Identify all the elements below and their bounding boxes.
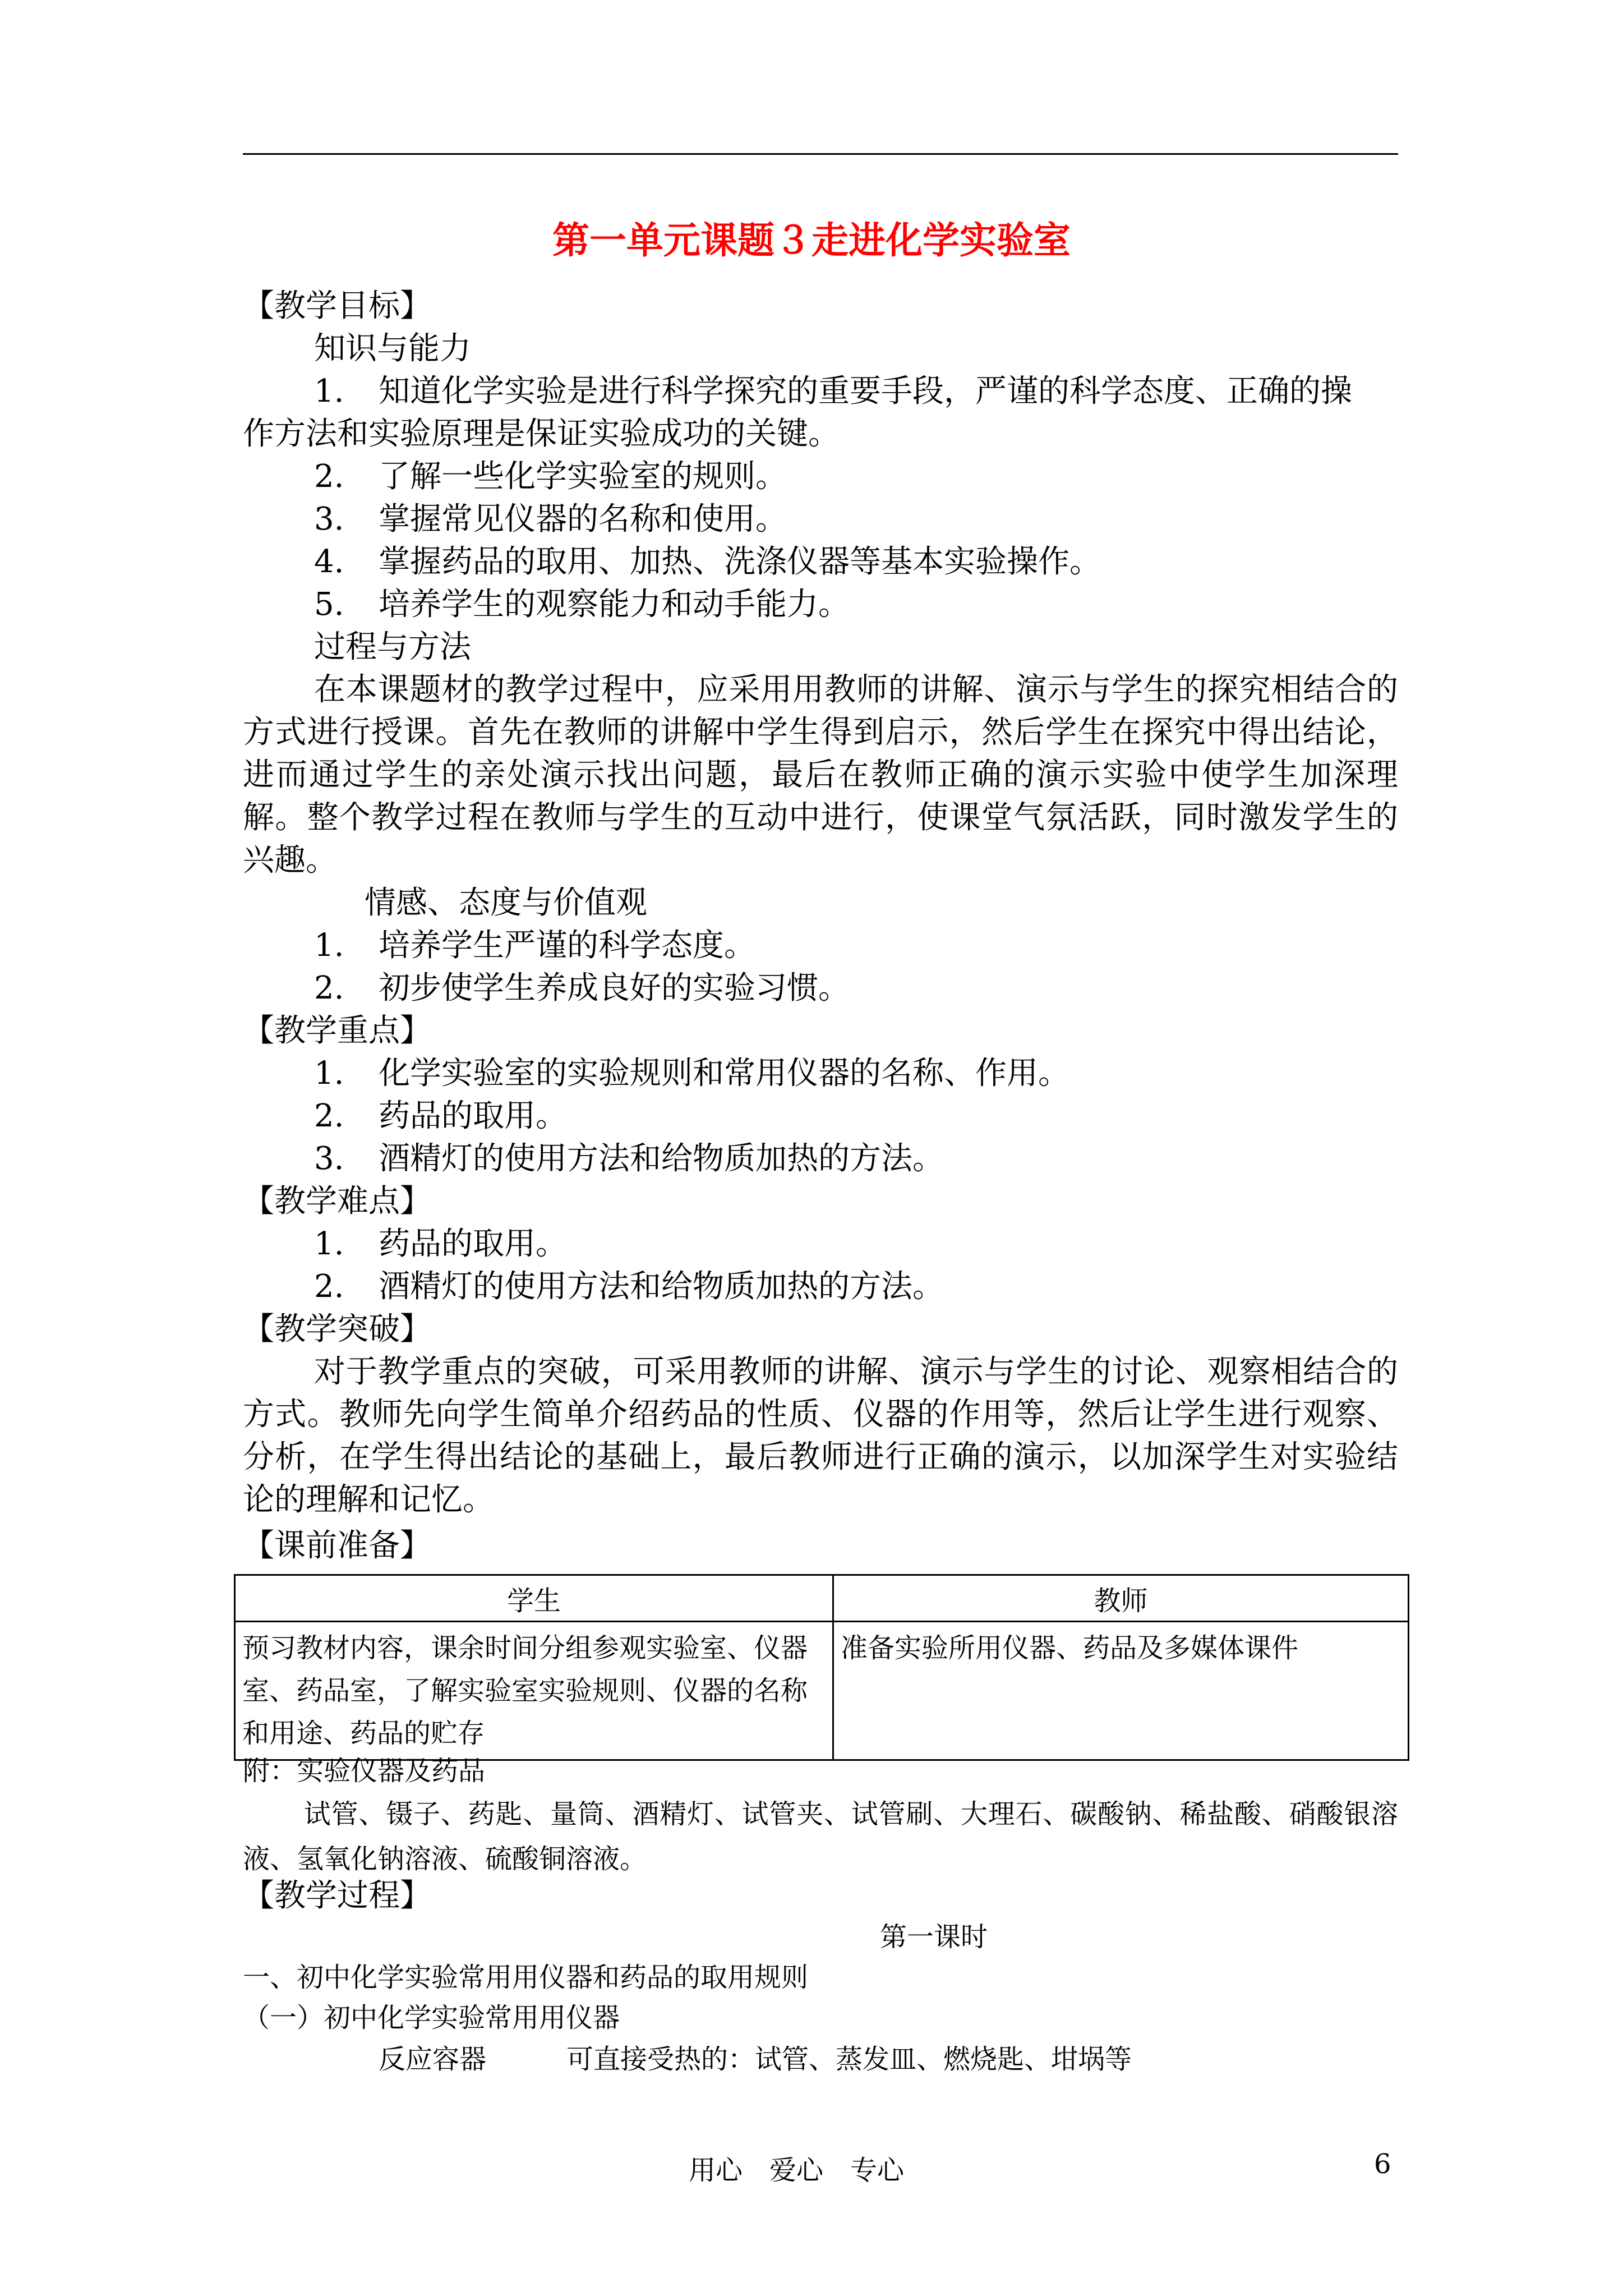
page-number: 6	[1374, 2148, 1391, 2180]
knowledge-item-3-text: 掌握常见仪器的名称和使用。	[379, 501, 787, 537]
key-point-1-text: 化学实验室的实验规则和常用仪器的名称、作用。	[379, 1055, 1069, 1092]
difficulty-1-num: 1.	[314, 1226, 344, 1262]
table-cell-student: 预习教材内容，课余时间分组参观实验室、仪器室、药品室，了解实验室实验规则、仪器的名称和用途、药品的贮存	[235, 1622, 833, 1760]
process-method-heading: 过程与方法	[314, 629, 471, 665]
breakthrough-text: 对于教学重点的突破，可采用教师的讲解、演示与学生的讨论、观察相结合的方式。教师先向学生简单介绍药品的性质、仪器的作用等，然后让学生进行观察、分析，在学生得出结论的基础上，最后教师进行正确的演示，以加深学生对实验结论的理解和记忆。	[243, 1354, 1398, 1518]
knowledge-item-1-text: 知道化学实验是进行科学探究的重要手段，严谨的科学态度、正确的操	[379, 373, 1352, 409]
key-point-2-text: 药品的取用。	[379, 1098, 567, 1134]
difficulties-heading: 【教学难点】	[243, 1183, 431, 1220]
table-row	[235, 1622, 1409, 1760]
reaction-vessel-label: 反应容器	[379, 2044, 487, 2075]
emotion-item-2-text: 初步使学生养成良好的实验习惯。	[379, 970, 850, 1006]
preparation-heading: 【课前准备】	[243, 1527, 431, 1564]
reaction-vessel-text: 可直接受热的：试管、蒸发皿、燃烧匙、坩埚等	[566, 2044, 1132, 2075]
knowledge-item-5-num: 5.	[314, 586, 344, 623]
table-cell-teacher: 准备实验所用仪器、药品及多媒体课件	[833, 1622, 1409, 1760]
knowledge-item-2-num: 2.	[314, 458, 344, 495]
difficulty-1-text: 药品的取用。	[379, 1226, 567, 1262]
emotion-item-2-num: 2.	[314, 970, 344, 1006]
footer-motto: 用心 爱心 专心	[689, 2155, 905, 2186]
knowledge-item-4-num: 4.	[314, 544, 344, 580]
emotion-heading: 情感、态度与价值观	[365, 885, 647, 921]
key-point-2-num: 2.	[314, 1098, 344, 1134]
knowledge-item-3-num: 3.	[314, 501, 344, 537]
section-1-heading: 一、初中化学实验常用用仪器和药品的取用规则	[243, 1962, 809, 1993]
emotion-item-1-text: 培养学生严谨的科学态度。	[379, 927, 755, 964]
appendix-text: 试管、镊子、药匙、量筒、酒精灯、试管夹、试管刷、大理石、碳酸钠、稀盐酸、硝酸银溶液、氢氧化钠溶液、硫酸铜溶液。	[243, 1798, 1398, 1875]
knowledge-item-4-text: 掌握药品的取用、加热、洗涤仪器等基本实验操作。	[379, 544, 1101, 580]
difficulty-2-num: 2.	[314, 1268, 344, 1305]
knowledge-item-2-text: 了解一些化学实验室的规则。	[379, 458, 787, 495]
difficulty-2-text: 酒精灯的使用方法和给物质加热的方法。	[379, 1268, 944, 1305]
table-header-student: 学生	[235, 1575, 833, 1622]
emotion-item-1-num: 1.	[314, 927, 344, 964]
preparation-table	[234, 1574, 1409, 1761]
knowledge-item-5-text: 培养学生的观察能力和动手能力。	[379, 586, 850, 623]
key-point-3-text: 酒精灯的使用方法和给物质加热的方法。	[379, 1140, 944, 1177]
knowledge-item-1-cont: 作方法和实验原理是保证实验成功的关键。	[243, 416, 840, 452]
appendix-label: 附：实验仪器及药品	[243, 1755, 486, 1787]
key-point-3-num: 3.	[314, 1140, 344, 1177]
table-header-teacher: 教师	[833, 1575, 1409, 1622]
breakthrough-heading: 【教学突破】	[243, 1311, 431, 1347]
process-method-text: 在本课题材的教学过程中，应采用用教师的讲解、演示与学生的探究相结合的方式进行授课。首先在教师的讲解中学生得到启示，然后学生在探究中得出结论，进而通过学生的亲处演示找出问题，最后在教师正确的演示实验中使学生加深理解。整个教学过程在教师与学生的互动中进行，使课堂气氛活跃，同时激发学生的兴趣。	[243, 671, 1398, 878]
objectives-heading: 【教学目标】	[243, 288, 431, 324]
process-heading: 【教学过程】	[243, 1878, 431, 1914]
key-points-heading: 【教学重点】	[243, 1013, 431, 1049]
lesson-label: 第一课时	[879, 1921, 988, 1953]
knowledge-item-1-num: 1.	[314, 373, 344, 409]
header-rule	[243, 153, 1398, 155]
knowledge-heading: 知识与能力	[314, 330, 471, 367]
key-point-1-num: 1.	[314, 1055, 344, 1092]
page-title: 第一单元课题３走进化学实验室	[552, 218, 1071, 262]
subsection-1-heading: （一）初中化学实验常用用仪器	[243, 2002, 620, 2033]
